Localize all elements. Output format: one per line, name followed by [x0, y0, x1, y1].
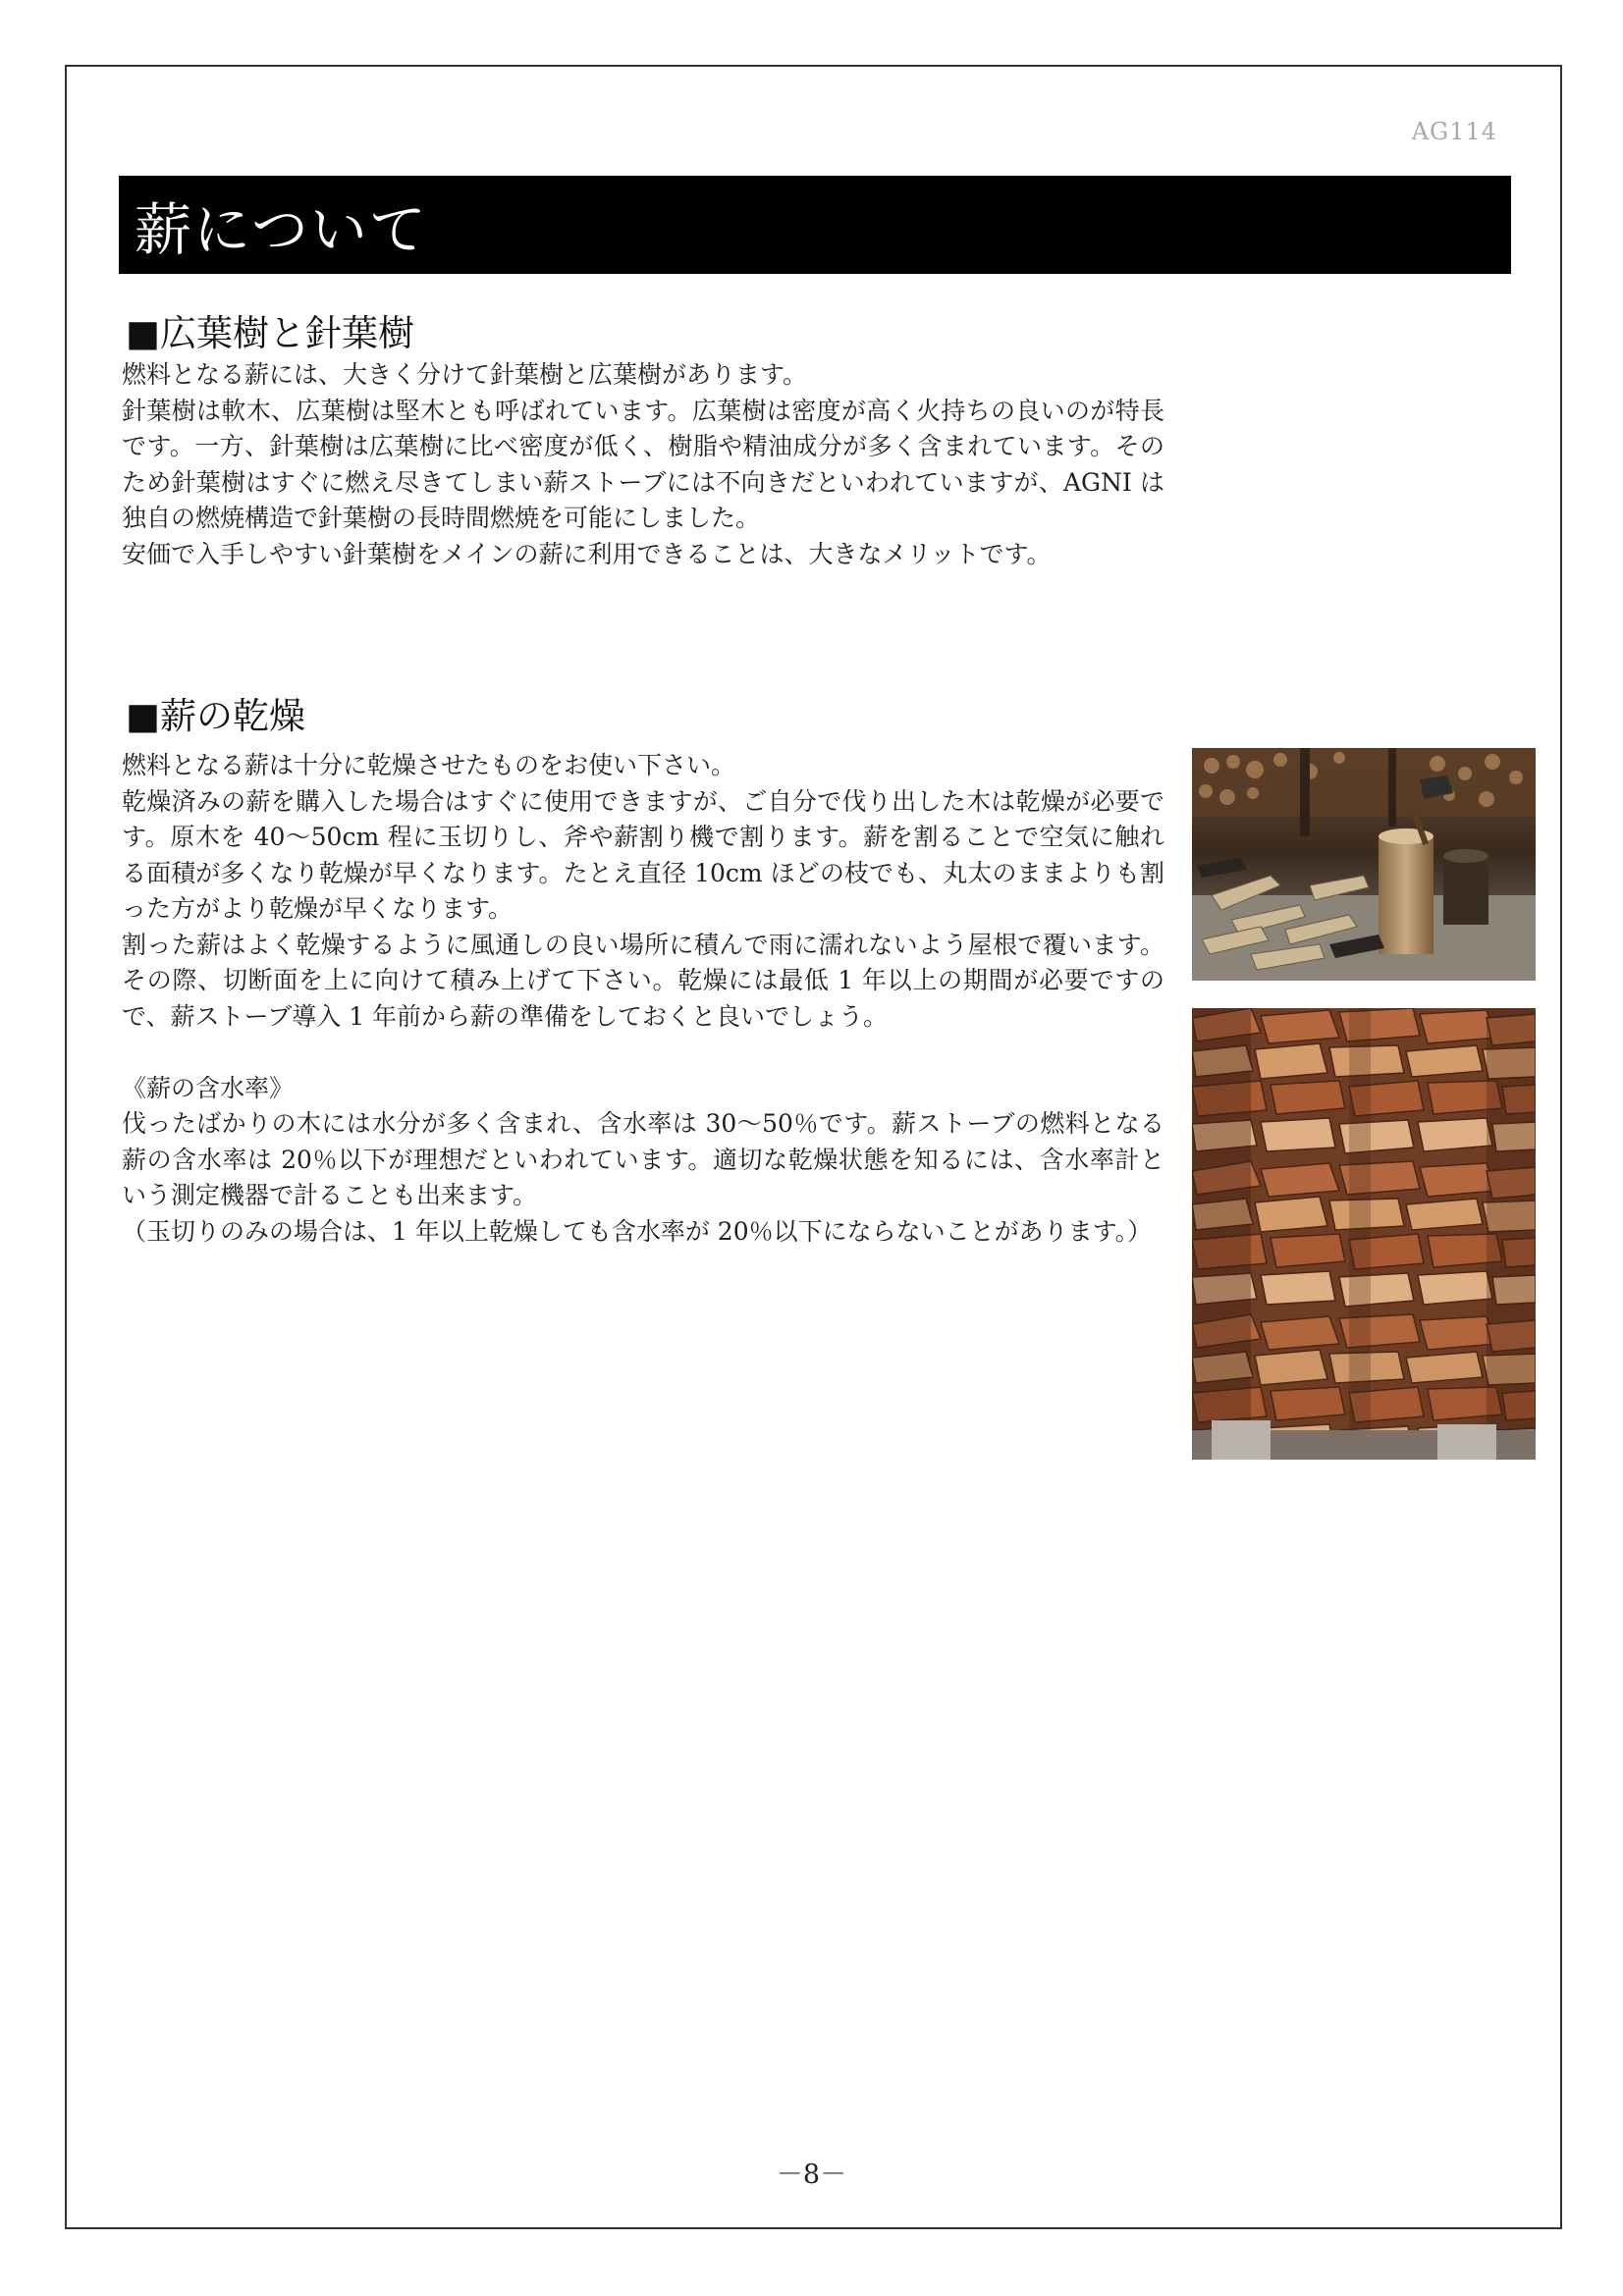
paragraph: 割った薪はよく乾燥するように風通しの良い場所に積んで雨に濡れないよう屋根で覆います。その際、切断面を上に向けて積み上げて下さい。乾燥には最低 1 年以上の期間が必要ですので、薪ストーブ導入 1 年前から薪の準備をしておくと良いでしょう。: [122, 930, 1164, 1031]
spacer: [122, 1035, 1164, 1071]
section-body-drying: [122, 748, 1164, 1250]
paragraph: 伐ったばかりの木には水分が多く含まれ、含水率は 30～50％です。薪ストーブの燃料となる薪の含水率は 20％以下が理想だといわれています。適切な乾燥状態を知るには、含水率計という測定機器で計ることも出来ます。: [122, 1109, 1164, 1209]
paragraph: 安価で入手しやすい針葉樹をメインの薪に利用できることは、大きなメリットです。: [122, 539, 1052, 568]
paragraph: 乾燥済みの薪を購入した場合はすぐに使用できますが、ご自分で伐り出した木は乾燥が必要です。原木を 40～50cm 程に玉切りし、斧や薪割り機で割ります。薪を割ることで空気に触れる面積が多くなり乾燥が早くなります。たとえ直径 10cm ほどの枝でも、丸太のままよりも割った方がより乾燥が早くなります。: [122, 786, 1164, 923]
stacked-firewood-photo: [1192, 1008, 1536, 1460]
document-code: AG114: [1411, 118, 1497, 145]
splitting-logs-photo: [1192, 748, 1536, 981]
moisture-subheading: 《薪の含水率》: [122, 1073, 295, 1102]
section-heading-drying: ■薪の乾燥: [126, 695, 305, 737]
paragraph: 燃料となる薪は十分に乾燥させたものをお使い下さい。: [122, 751, 736, 779]
section-body-hardwood-softwood: [122, 357, 1164, 572]
splitting-logs-image: [1192, 748, 1536, 981]
paragraph: 針葉樹は軟木、広葉樹は堅木とも呼ばれています。広葉樹は密度が高く火持ちの良いのが特長です。一方、針葉樹は広葉樹に比べ密度が低く、樹脂や精油成分が多く含まれています。そのため針葉樹はすぐに燃え尽きてしまい薪ストーブには不向きだといわれていますが、AGNI は独自の燃焼構造で針葉樹の長時間燃焼を可能にしました。: [122, 396, 1164, 532]
section-heading-hardwood-softwood: ■広葉樹と針葉樹: [126, 312, 414, 354]
stacked-firewood-image: [1192, 1008, 1536, 1460]
page-number: －8－: [776, 2160, 847, 2190]
page-title: 薪について: [135, 196, 428, 263]
title-bar: [119, 176, 1511, 274]
paragraph: （玉切りのみの場合は、1 年以上乾燥しても含水率が 20％以下にならないことがあります。）: [122, 1216, 1153, 1246]
paragraph: 燃料となる薪には、大きく分けて針葉樹と広葉樹があります。: [122, 360, 808, 389]
